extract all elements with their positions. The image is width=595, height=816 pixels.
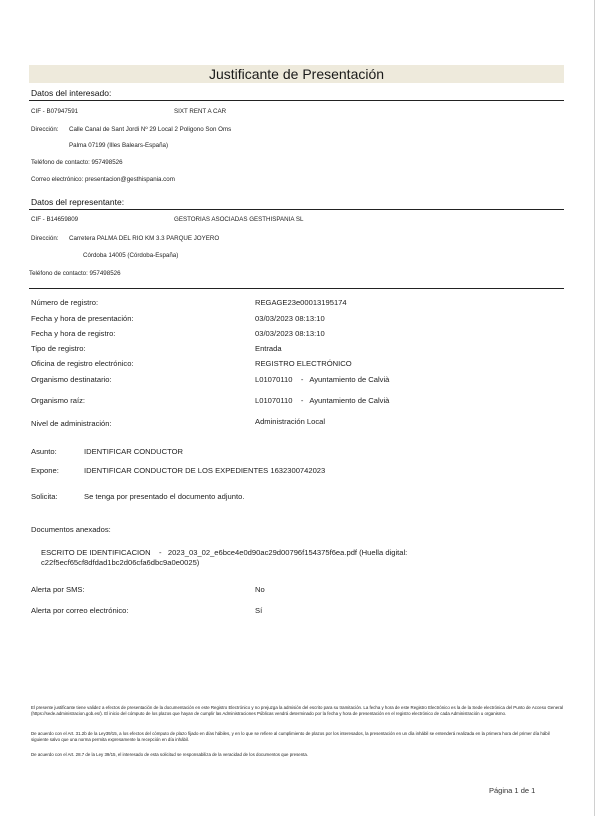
registro-label: Nivel de administración: (31, 419, 112, 428)
registro-value: REGAGE23e00013195174 (255, 298, 347, 307)
asunto-value: IDENTIFICAR CONDUCTOR (84, 447, 184, 456)
registro-value: REGISTRO ELECTRÓNICO (255, 359, 352, 368)
page-number: Página 1 de 1 (489, 786, 536, 795)
alerta-sms-label: Alerta por SMS: (31, 585, 85, 594)
registro-value: Entrada (255, 344, 282, 353)
footer-legal-3: De acuerdo con el Art. 28.7 de la Ley 39/15, el interesado de esta solicitud se responsabiliza de la veracidad de los documentos que presenta. (31, 752, 309, 757)
registro-value: 03/03/2023 08:13:10 (255, 314, 325, 323)
representante-heading: Datos del representante: (31, 197, 125, 207)
registro-label: Tipo de registro: (31, 344, 86, 353)
expone-label: Expone: (31, 466, 59, 475)
interesado-direccion-label: Dirección: (31, 126, 59, 133)
footer-legal-1: El presente justificante tiene validez a efectos de presentación de la documentación en este Registro Electrónico y no prejuzga la admisión del escrito para su tramitación. La fecha y hora de este Registro Electrónico es la de la Sede electrónica del Punto de Acceso General (https://sede.administracion.gob.es/). El inicio del cómputo de los plazos que hayan de cumplir las Administraciones Públicas vendrá determinado por la fecha y hora de presentación en el registro electrónico de cada Administración u organismo. (31, 705, 564, 716)
documento-line1: ESCRITO DE IDENTIFICACION - 2023_03_02_e6bce4e0d90ac29d00796f154375f6ea.pdf (Huella digital: (41, 548, 408, 557)
representante-cif: CIF - B14659809 (31, 216, 79, 223)
documentos-label: Documentos anexados: (31, 525, 111, 534)
interesado-direccion-line2: Palma 07199 (Illes Balears-España) (69, 142, 169, 149)
solicita-label: Solicita: (31, 492, 58, 501)
interesado-name: SIXT RENT A CAR (174, 108, 227, 115)
registro-label: Número de registro: (31, 298, 99, 307)
interesado-cif: CIF - B07947591 (31, 108, 79, 115)
documento-line2: c22f5ecf65cf8dfdad1bc2d06cfa6dbc9a0e0025) (41, 558, 200, 567)
representante-name: GESTORIAS ASOCIADAS GESTHISPANIA SL (174, 216, 304, 223)
registro-value: Administración Local (255, 417, 326, 426)
expone-value: IDENTIFICAR CONDUCTOR DE LOS EXPEDIENTES 1632300742023 (84, 466, 326, 475)
solicita-value: Se tenga por presentado el documento adjunto. (84, 492, 245, 501)
registro-label: Organismo destinatario: (31, 375, 112, 384)
interesado-email: Correo electrónico: presentacion@gesthispania.com (31, 176, 175, 183)
interesado-telefono: Teléfono de contacto: 957498526 (31, 159, 123, 166)
registro-label: Fecha y hora de presentación: (31, 314, 134, 323)
registro-value: L01070110 - Ayuntamiento de Calvià (255, 375, 390, 384)
registro-value: 03/03/2023 08:13:10 (255, 329, 325, 338)
registro-label: Organismo raíz: (31, 396, 86, 405)
document-title: Justificante de Presentación (29, 65, 564, 83)
interesado-direccion-line1: Calle Canal de Sant Jordi Nº 29 Local 2 Poligono Son Oms (69, 126, 232, 133)
interesado-heading: Datos del interesado: (31, 88, 112, 98)
interesado-rule (29, 100, 564, 101)
representante-telefono: Teléfono de contacto: 957498526 (29, 270, 121, 277)
registro-label: Oficina de registro electrónico: (31, 359, 134, 368)
representante-rule (29, 209, 564, 210)
representante-direccion-line1: Carretera PALMA DEL RIO KM 3.3 PARQUE JOYERO (69, 235, 220, 242)
registro-label: Fecha y hora de registro: (31, 329, 116, 338)
alerta-email-value: Sí (255, 606, 263, 615)
footer-legal-2: De acuerdo con el Art. 31.2b de la Ley39/15, a los efectos del cómputo de plazo fijado en días hábiles, y en lo que se refiere al cumplimiento de plazos por los interesados, la presentación en un día inhábil se entenderá realizada en la primera hora del primer día hábil siguiente salvo que una norma permita expresamente la recepción en día inhábil. (31, 731, 550, 742)
representante-direccion-line2: Córdoba 14005 (Córdoba-España) (83, 252, 179, 259)
representante-direccion-label: Dirección: (31, 235, 59, 242)
registro-value: L01070110 - Ayuntamiento de Calvià (255, 396, 390, 405)
alerta-sms-value: No (255, 585, 265, 594)
registro-rule (29, 288, 564, 289)
asunto-label: Asunto: (31, 447, 57, 456)
alerta-email-label: Alerta por correo electrónico: (31, 606, 129, 615)
